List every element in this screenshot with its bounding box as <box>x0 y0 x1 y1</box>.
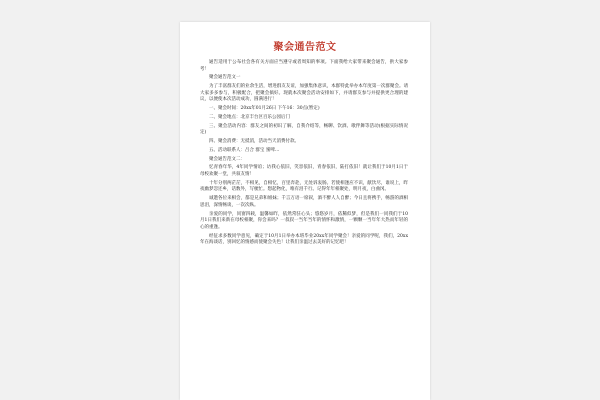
paragraph: 四、聚会消费：无抵消，活动当天消费付款。 <box>209 139 299 145</box>
paragraph: 为了丰富群友们的业余生活，增进群友友谊，加强集体意识，本群特此举办本年度第一次群聚会。请大家多多参与，积极配合，把聚会搞好。现就本次聚会活动安排如下，并请群友参与并提供更合理的建议，以便使本次活动成功，圆满进行！ <box>200 84 408 103</box>
paragraph: 忆青春年华，4年同学情谊；访我心依旧，笑容依旧，青春依旧，陆打依旧！就让我们于10月1日于母校欢聚一堂，共叙友情！ <box>200 165 408 177</box>
paragraph: 诚邀各位来相会，都是兄弟和姐妹；千言万语一席叙，酒不醉人人自醉；今日且将携手，畅游的酒相思泪，深情畅谈，一次次纵。 <box>200 196 408 208</box>
paragraph: 五、活动联系人：吕合 群宝 蜜啤… <box>209 147 280 153</box>
section-heading: 聚会通告范文二： <box>209 156 245 162</box>
document-page <box>180 22 430 400</box>
paragraph: 亲爱的同学，同窗四载，温馨如昨，依然常驻心头；悠悠岁月，依稀似梦，但是我们一同我们于10月1日我们来新在母校相聚，你会来吗？一叔叔一当年当年的情怀和激情，一颗颗一当年年大热而年轻的心的重逢。 <box>200 211 408 230</box>
paragraph: 三、聚会活动内容：群友之间的初识了解，自我介绍等，畅聊、饮酒、歌伴舞等活动(根据实际情况定) <box>200 123 408 136</box>
paragraph: 二、聚会地点：北京丰台区百乐公园后门 <box>209 114 290 120</box>
section-heading: 聚会通告范文一 <box>209 75 241 81</box>
document-title: 聚会通告范文 <box>273 42 337 53</box>
paragraph: 通告适用于公布社会各有关方面应当遵守或者周知的事项。下面我给大家带来聚会通告，供大家参考！ <box>200 60 408 72</box>
paragraph: 十年分别两茫茫，不相见，自相忆，百里奔赴，无处诉衷肠。若使相逢应不识，献饮尽，谁说上，昨夜幽梦忽还乡，话数外，写梳忙。想起物化，唯有泪千行。记得年年相聚处，明月夜，白曲冈。 <box>200 180 408 193</box>
paragraph: 一、聚会时间：20xx年01月26日 下午16：30点(暂定) <box>209 106 320 112</box>
paragraph: 经征求多数同学意见，确定于10月1日举办本班毕业20xx年同学聚会！亲爱的同学呢，我们，20xx年在海谈话，别回忆的情感而使聚会失色！让我们亲温过去美好的记忆吧！ <box>200 233 408 246</box>
document-body <box>200 60 408 249</box>
